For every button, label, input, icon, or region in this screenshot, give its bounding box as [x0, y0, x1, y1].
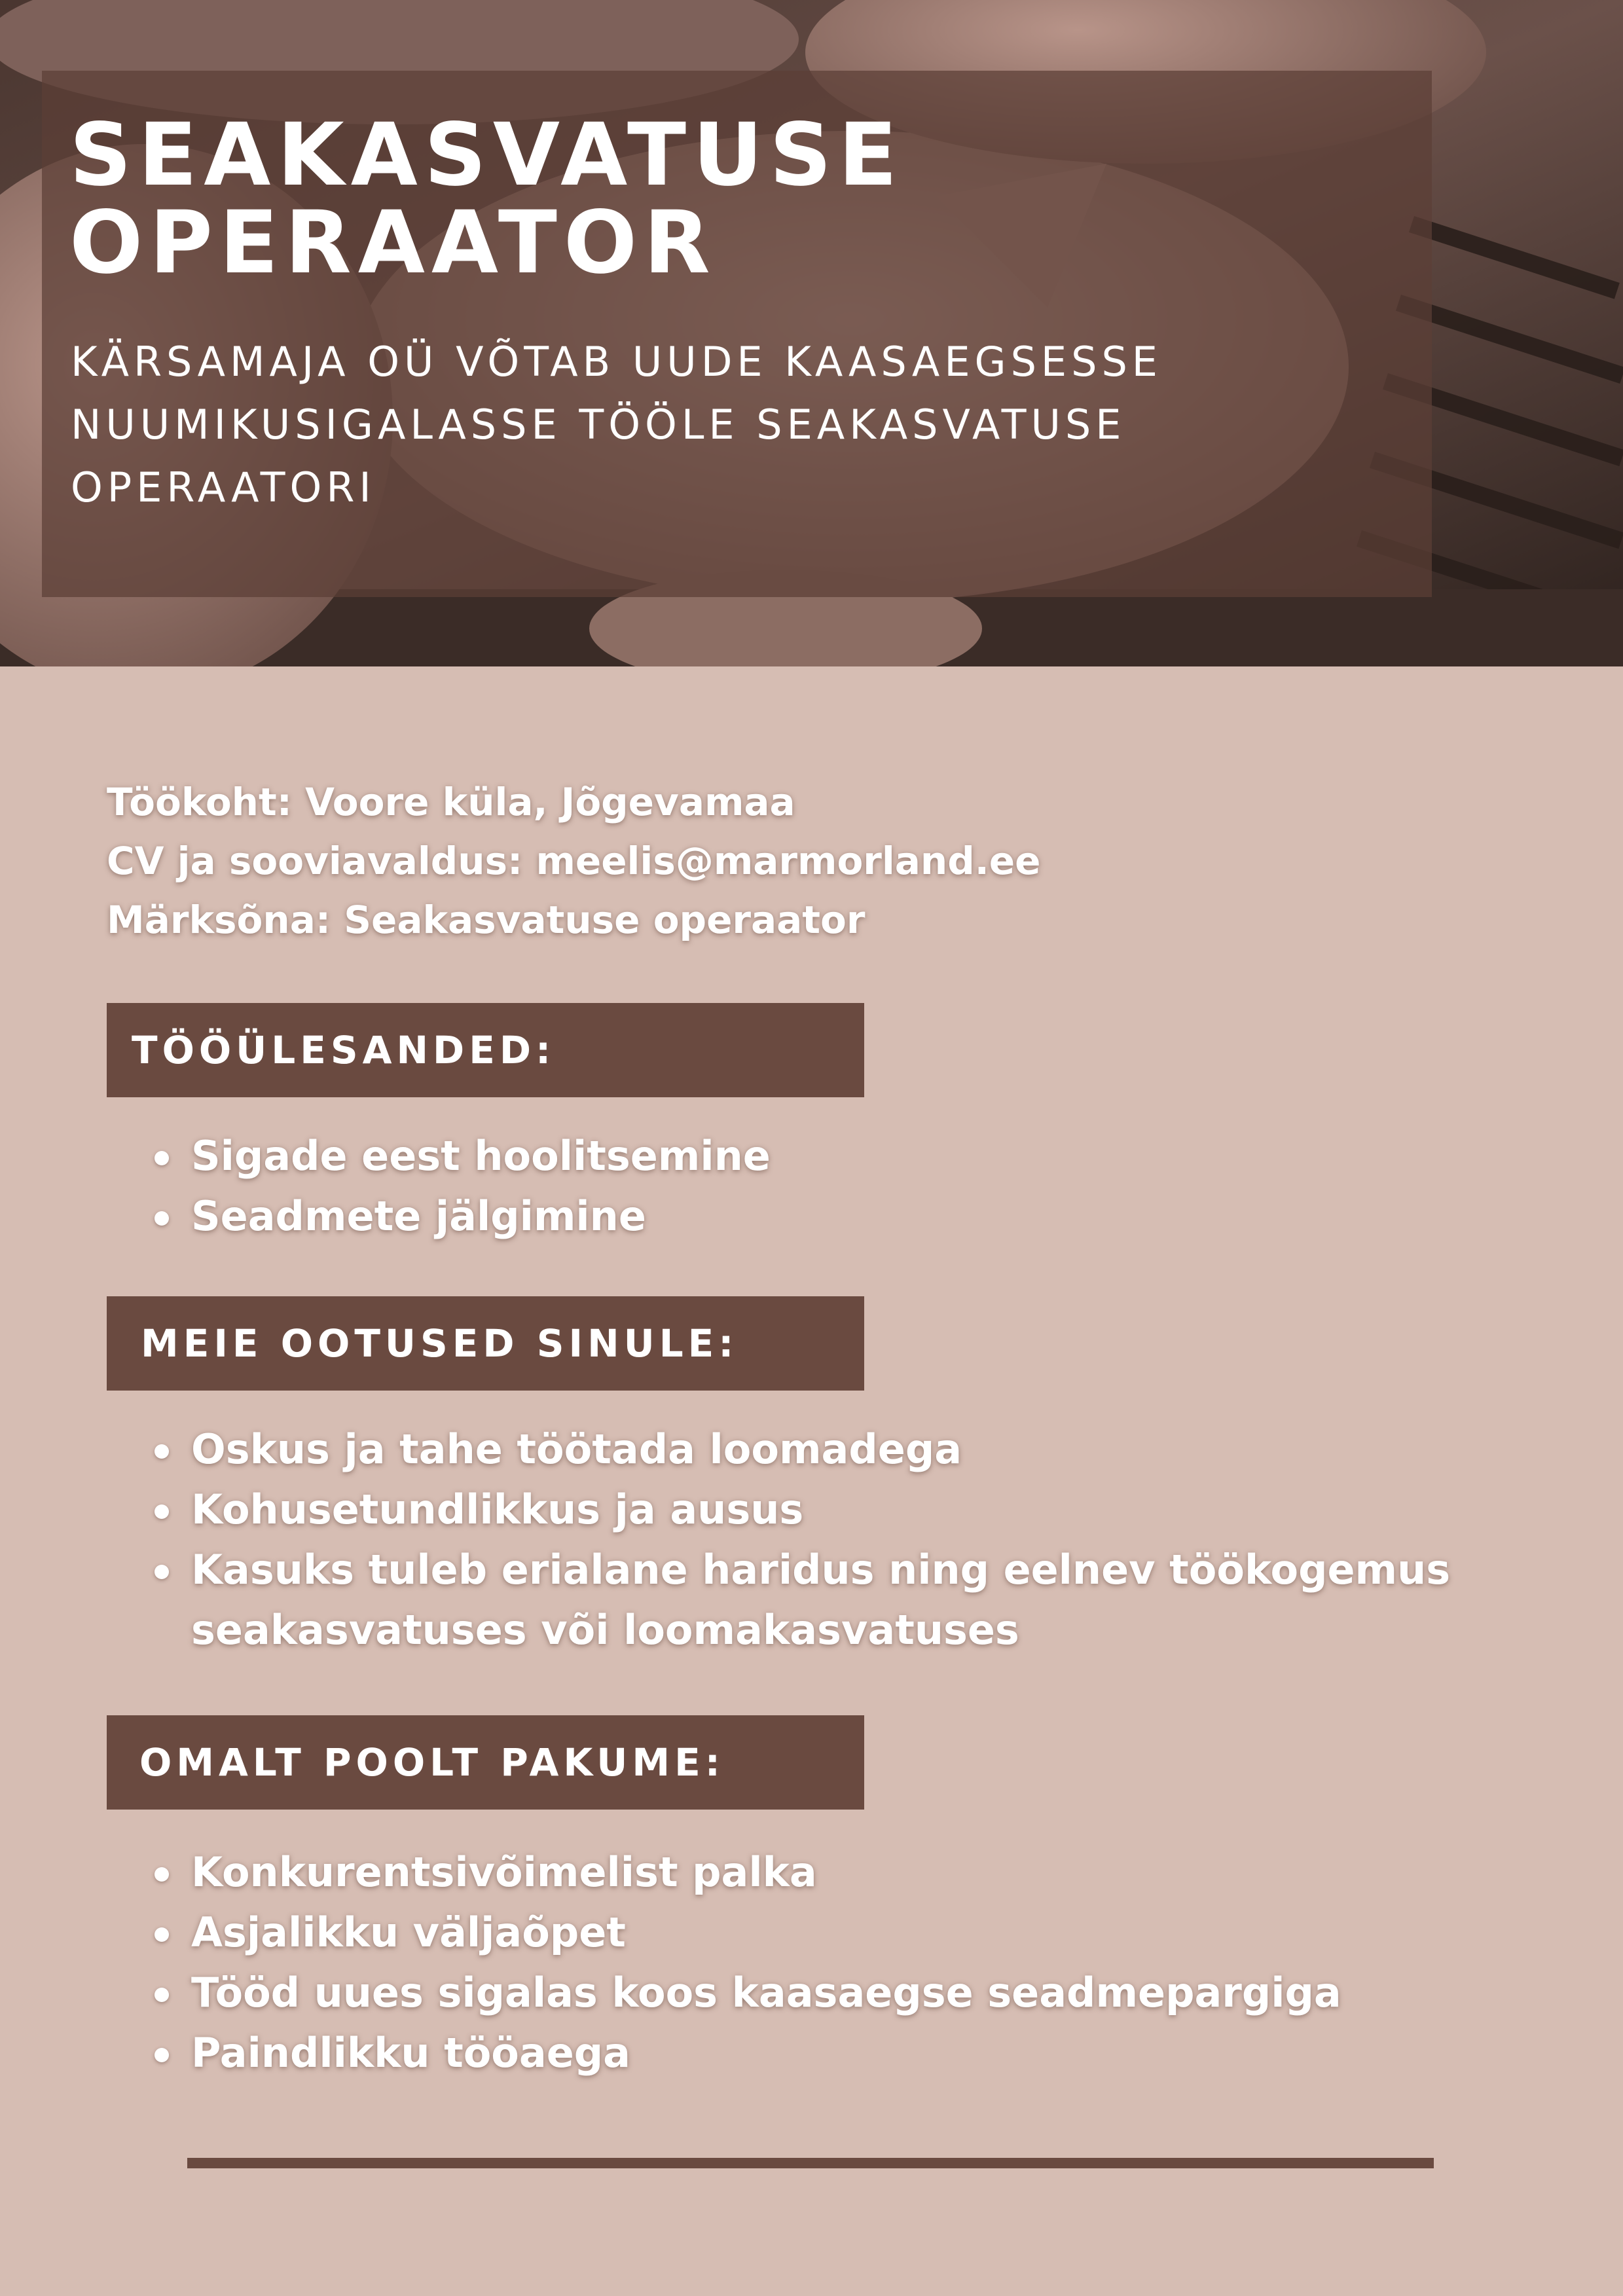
- list-item: Seadmete jälgimine: [151, 1186, 1525, 1247]
- bullet-dot-icon: [155, 1444, 169, 1459]
- list-item: Asjalikku väljaõpet: [151, 1903, 1525, 1963]
- bullet-dot-icon: [155, 1211, 169, 1226]
- offer-heading: OMALT POOLT PAKUME:: [107, 1715, 864, 1810]
- list-item: Oskus ja tahe töötada loomadega: [151, 1419, 1525, 1480]
- title-line-1: SEAKASVATUSE: [69, 105, 904, 206]
- job-info: [107, 773, 1482, 949]
- subtitle-line-2: NUUMIKUSIGALASSE TÖÖLE SEAKASVATUSE: [71, 401, 1126, 448]
- list-item: Paindlikku tööaega: [151, 2023, 1525, 2083]
- list-item: Tööd uues sigalas koos kaasaegse seadmepargiga: [151, 1963, 1525, 2023]
- title-line-2: OPERAATOR: [69, 192, 717, 293]
- bullet-dot-icon: [155, 1565, 169, 1579]
- list-item: Sigade eest hoolitsemine: [151, 1126, 1525, 1186]
- hero-image: [0, 0, 1623, 666]
- page-subtitle: [71, 331, 1387, 519]
- location-text: Töökoht: Voore küla, Jõgevamaa: [107, 780, 795, 824]
- page-title: [69, 105, 1379, 293]
- list-item-continuation: seakasvatuses või loomakasvatuses: [191, 1606, 1019, 1654]
- keyword-text: Märksõna: Seakasvatuse operaator: [107, 898, 866, 942]
- subtitle-line-1: KÄRSAMAJA OÜ VÕTAB UUDE KAASAEGSESSE: [71, 338, 1162, 386]
- bullet-dot-icon: [155, 2048, 169, 2062]
- bullet-dot-icon: [155, 1151, 169, 1165]
- bullet-dot-icon: [155, 1988, 169, 2002]
- cv-text: CV ja sooviavaldus: meelis@marmorland.ee: [107, 839, 1041, 883]
- list-item: Konkurentsivõimelist palka: [151, 1842, 1525, 1903]
- tasks-heading: TÖÖÜLESANDED:: [107, 1003, 864, 1097]
- expectations-list: [151, 1419, 1525, 1660]
- bullet-dot-icon: [155, 1927, 169, 1942]
- list-item: Kasuks tuleb erialane haridus ning eelnev töökogemus: [151, 1540, 1525, 1600]
- list-item: Kohusetundlikkus ja ausus: [151, 1480, 1525, 1540]
- subtitle-line-3: OPERAATORI: [71, 464, 376, 511]
- bullet-dot-icon: [155, 1867, 169, 1882]
- bottom-divider: [187, 2158, 1434, 2168]
- offer-list: [151, 1842, 1525, 2083]
- tasks-list: [151, 1126, 1525, 1247]
- bullet-dot-icon: [155, 1504, 169, 1519]
- expectations-heading: MEIE OOTUSED SINULE:: [107, 1296, 864, 1391]
